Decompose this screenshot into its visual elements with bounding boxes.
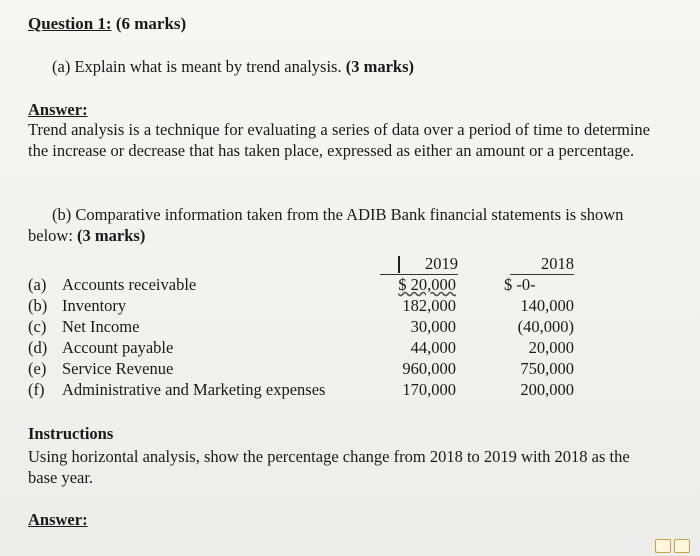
value-2018: 20,000: [528, 338, 574, 357]
row-marker: (c): [28, 317, 47, 336]
item-list: [28, 274, 325, 400]
expand-icon[interactable]: [674, 539, 690, 553]
row-marker: (f): [28, 380, 45, 399]
value-2019: $ 20,000: [398, 275, 456, 294]
row-label: Inventory: [62, 296, 127, 315]
table-row: [28, 379, 325, 400]
year-2018-label: 2018: [541, 254, 574, 273]
value-2018: $ -0-: [504, 275, 536, 294]
question-marks: (6 marks): [115, 14, 187, 33]
value-2018: 750,000: [520, 359, 574, 378]
value-2018: 140,000: [520, 296, 574, 315]
row-label: Service Revenue: [62, 359, 174, 378]
row-marker: (b): [28, 296, 48, 315]
answer-a-heading: Answer:: [28, 100, 88, 119]
row-marker: (d): [28, 338, 48, 357]
part-a-text: (a) Explain what is meant by trend analysis.: [52, 57, 342, 76]
values-2018-column: [496, 274, 574, 400]
table-row: [28, 274, 325, 295]
row-label: Account payable: [62, 338, 174, 357]
table-row: [28, 337, 325, 358]
column-header-2018: [510, 254, 574, 275]
question-title: [28, 14, 186, 34]
part-b-text: (b) Comparative information taken from the ADIB Bank financial statements is shown below:: [28, 205, 624, 245]
table-row: [28, 358, 325, 379]
column-header-2019: [380, 254, 458, 275]
viewer-toolbar: [655, 539, 690, 553]
question-label: Question 1:: [28, 14, 112, 33]
header-bar-mark: [398, 256, 400, 273]
answer-b-heading: Answer:: [28, 510, 88, 529]
answer-a-text: Trend analysis is a technique for evaluating a series of data over a period of time to determine the increase or decrease that has taken place, expressed as either an amount or a percentage.: [28, 120, 650, 160]
part-b-prompt: [28, 204, 650, 246]
part-b-marks: (3 marks): [77, 226, 146, 245]
row-marker: (e): [28, 359, 47, 378]
row-label: Administrative and Marketing expenses: [62, 380, 326, 399]
part-a-marks: (3 marks): [345, 57, 414, 76]
instructions-heading: Instructions: [28, 424, 114, 443]
value-2019: 44,000: [410, 338, 456, 357]
value-2018: 200,000: [520, 380, 574, 399]
values-2019-column: [380, 274, 456, 400]
instructions-text: Using horizontal analysis, show the percentage change from 2018 to 2019 with 2018 as the base year.: [28, 447, 630, 487]
table-row: [28, 295, 325, 316]
value-2019: 170,000: [402, 380, 456, 399]
row-label: Net Income: [62, 317, 140, 336]
year-2019-label: 2019: [425, 254, 458, 273]
table-row: [28, 316, 325, 337]
value-2019: 960,000: [402, 359, 456, 378]
part-a-prompt: [52, 57, 414, 77]
value-2018: (40,000): [517, 317, 574, 336]
page-view-icon[interactable]: [655, 539, 671, 553]
value-2019: 30,000: [410, 317, 456, 336]
value-2019: 182,000: [402, 296, 456, 315]
row-marker: (a): [28, 275, 47, 294]
row-label: Accounts receivable: [62, 275, 197, 294]
